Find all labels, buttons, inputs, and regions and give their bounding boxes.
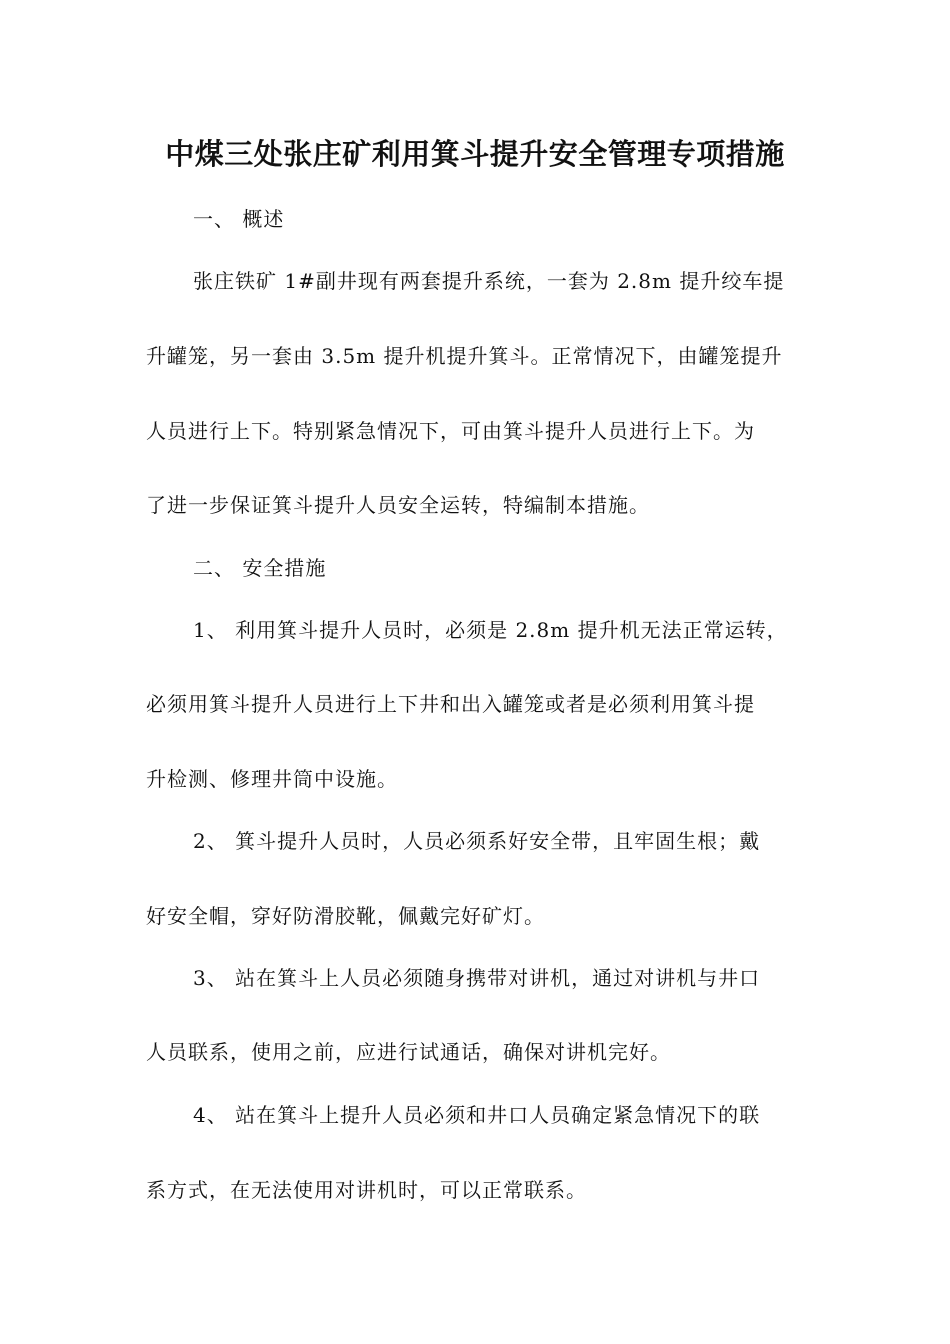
- paragraph-line: 升检测、修理井筒中设施。: [146, 767, 398, 791]
- paragraph-line: 人员进行上下。特别紧急情况下，可由箕斗提升人员进行上下。为: [146, 419, 755, 443]
- paragraph-line: 升罐笼，另一套由 3.5m 提升机提升箕斗。正常情况下，由罐笼提升: [146, 344, 783, 368]
- paragraph-line: 必须用箕斗提升人员进行上下井和出入罐笼或者是必须利用箕斗提: [146, 692, 755, 716]
- list-item-1: 1、 利用箕斗提升人员时，必须是 2.8m 提升机无法正常运转，: [193, 618, 788, 642]
- section-heading-safety-measures: 二、 安全措施: [193, 556, 327, 580]
- paragraph-line: 张庄铁矿 1#副井现有两套提升系统，一套为 2.8m 提升绞车提: [193, 269, 785, 293]
- list-item-2: 2、 箕斗提升人员时，人员必须系好安全带，且牢固生根；戴: [193, 829, 761, 853]
- paragraph-line: 系方式，在无法使用对讲机时，可以正常联系。: [146, 1178, 587, 1202]
- paragraph-line: 人员联系，使用之前，应进行试通话，确保对讲机完好。: [146, 1040, 671, 1064]
- paragraph-line: 好安全帽，穿好防滑胶靴，佩戴完好矿灯。: [146, 904, 545, 928]
- list-item-3: 3、 站在箕斗上人员必须随身携带对讲机，通过对讲机与井口: [193, 966, 761, 990]
- document-title: 中煤三处张庄矿利用箕斗提升安全管理专项措施: [165, 137, 785, 171]
- section-heading-overview: 一、 概述: [193, 207, 285, 231]
- paragraph-line: 了进一步保证箕斗提升人员安全运转，特编制本措施。: [146, 493, 650, 517]
- list-item-4: 4、 站在箕斗上提升人员必须和井口人员确定紧急情况下的联: [193, 1103, 761, 1127]
